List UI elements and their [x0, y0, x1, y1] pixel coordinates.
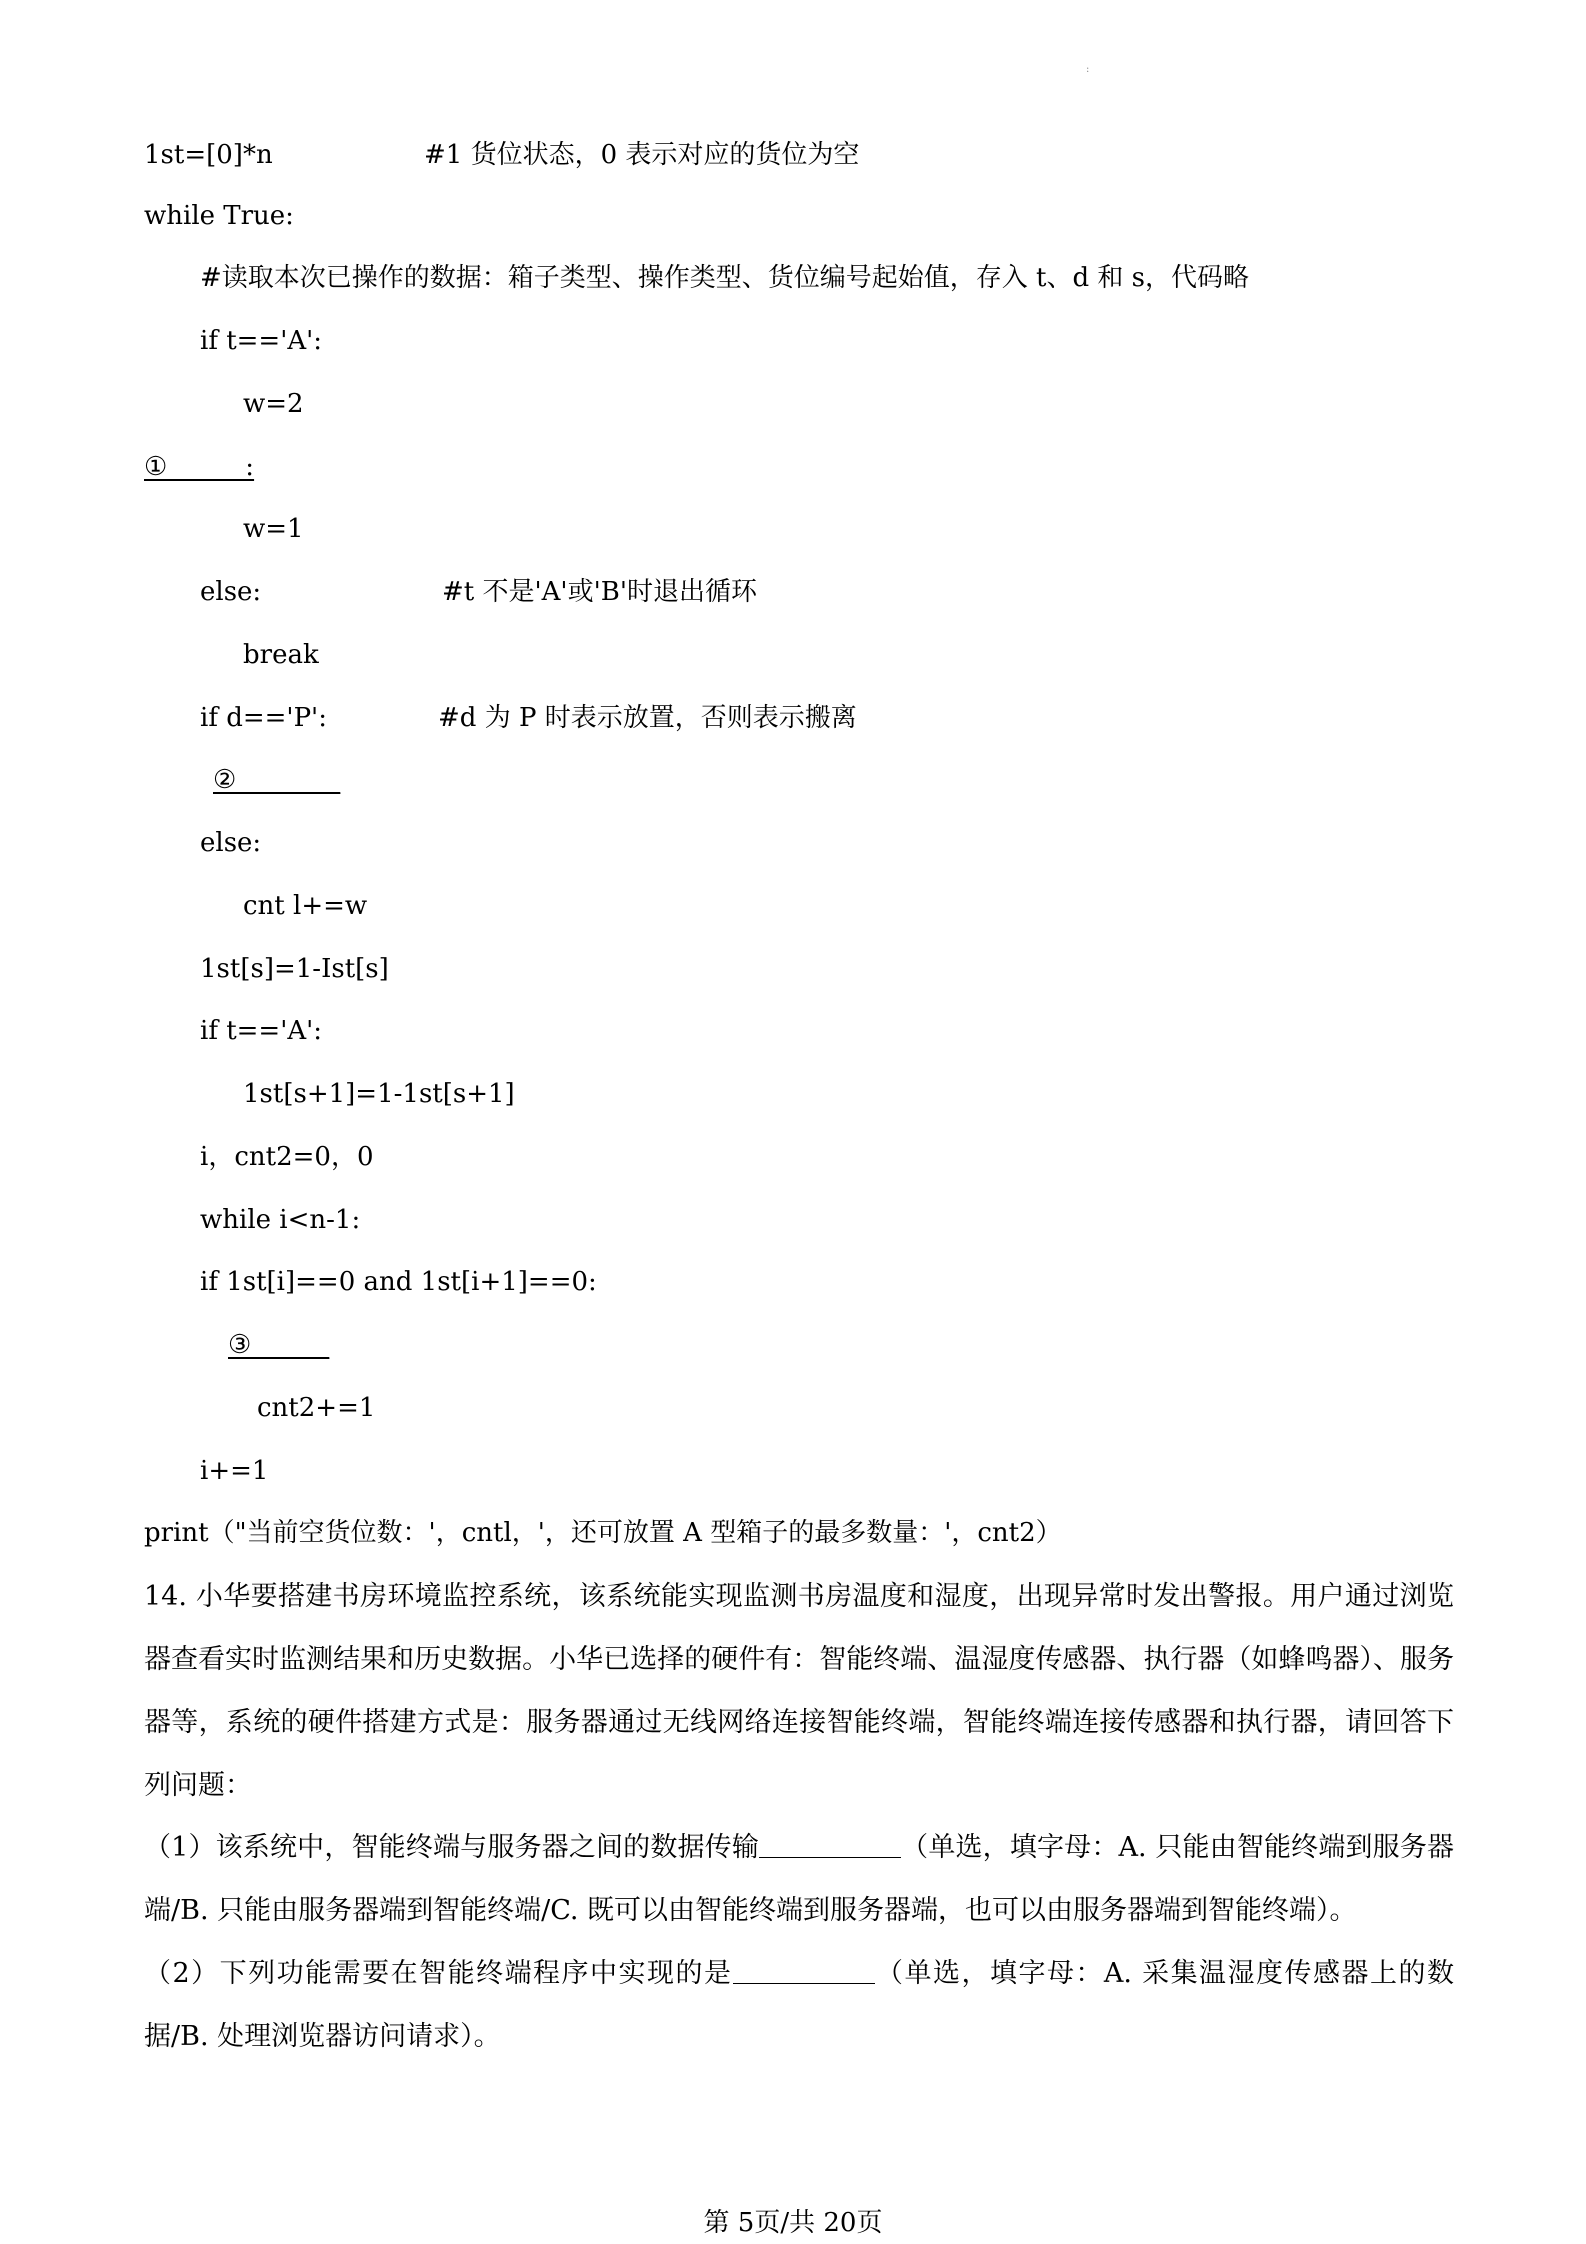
code-line: 1st[s]=1-Ist[s] [200, 954, 389, 984]
question-14-part-1 [144, 1816, 1454, 1942]
fill-blank-1: ①______: [144, 452, 255, 482]
code-line: if t=='A': [200, 1016, 323, 1046]
question-14-intro: 14. 小华要搭建书房环境监控系统，该系统能实现监测书房温度和湿度，出现异常时发出警报。用户通过浏览器查看实时监测结果和历史数据。小华已选择的硬件有：智能终端、温湿度传感器、执行器（如蜂鸣器）、服务器等，系统的硬件搭建方式是：服务器通过无线网络连接智能终端，智能终端连接传感器和执行器，请回答下列问题： [144, 1581, 1454, 1801]
code-comment: #t 不是'A'或'B'时退出循环 [442, 577, 757, 607]
code-comment: #1 货位状态，0 表示对应的货位为空 [424, 140, 860, 170]
fill-blank-3: ③______ [228, 1330, 330, 1360]
code-line: else: [200, 577, 262, 607]
q2-text-after: （单选，填字母：A. 采集温湿度传感器上的数据/B. 处理浏览器访问请求）。 [144, 1958, 1454, 2052]
code-line: break [243, 640, 319, 670]
code-line: w=1 [243, 514, 304, 544]
code-line: i+=1 [200, 1456, 269, 1486]
code-line: 1st[s+1]=1-1st[s+1] [243, 1079, 515, 1109]
code-line: 1st=[0]*n [144, 140, 273, 170]
code-line: w=2 [243, 389, 304, 419]
q2-text-before: （2）下列功能需要在智能终端程序中实现的是 [144, 1958, 733, 1989]
code-line: if 1st[i]==0 and 1st[i+1]==0: [200, 1267, 597, 1297]
code-line: cnt l+=w [243, 891, 368, 921]
page-footer: 第 5页/共 20页 [703, 2208, 883, 2238]
code-line: while i<n-1: [200, 1205, 361, 1235]
code-line: if d=='P': [200, 703, 327, 733]
code-line: if t=='A': [200, 326, 323, 356]
code-line: else: [200, 828, 262, 858]
code-line: cnt2+=1 [257, 1393, 376, 1423]
question-14-part-2 [144, 1942, 1454, 2068]
code-comment: #d 为 P 时表示放置，否则表示搬离 [438, 703, 857, 733]
code-line: i，cnt2=0，0 [200, 1142, 374, 1172]
code-line: while True: [144, 201, 294, 231]
q1-text-after: （单选，填字母：A. 只能由智能终端到服务器端/B. 只能由服务器端到智能终端/C. 既可以由智能终端到服务器端，也可以由服务器端到智能终端）。 [144, 1832, 1454, 1926]
code-comment-line: #读取本次已操作的数据：箱子类型、操作类型、货位编号起始值，存入 t、d 和 s，代码略 [200, 263, 1250, 293]
code-line: print（"当前空货位数：'，cntl，'，还可放置 A 型箱子的最多数量：'，cnt2） [144, 1518, 1062, 1548]
header-mark: : [1086, 64, 1090, 75]
answer-blank-1 [759, 1829, 901, 1858]
q1-text-before: （1）该系统中，智能终端与服务器之间的数据传输 [144, 1832, 759, 1863]
answer-blank-2 [733, 1955, 875, 1984]
fill-blank-2: ②________ [213, 765, 341, 795]
